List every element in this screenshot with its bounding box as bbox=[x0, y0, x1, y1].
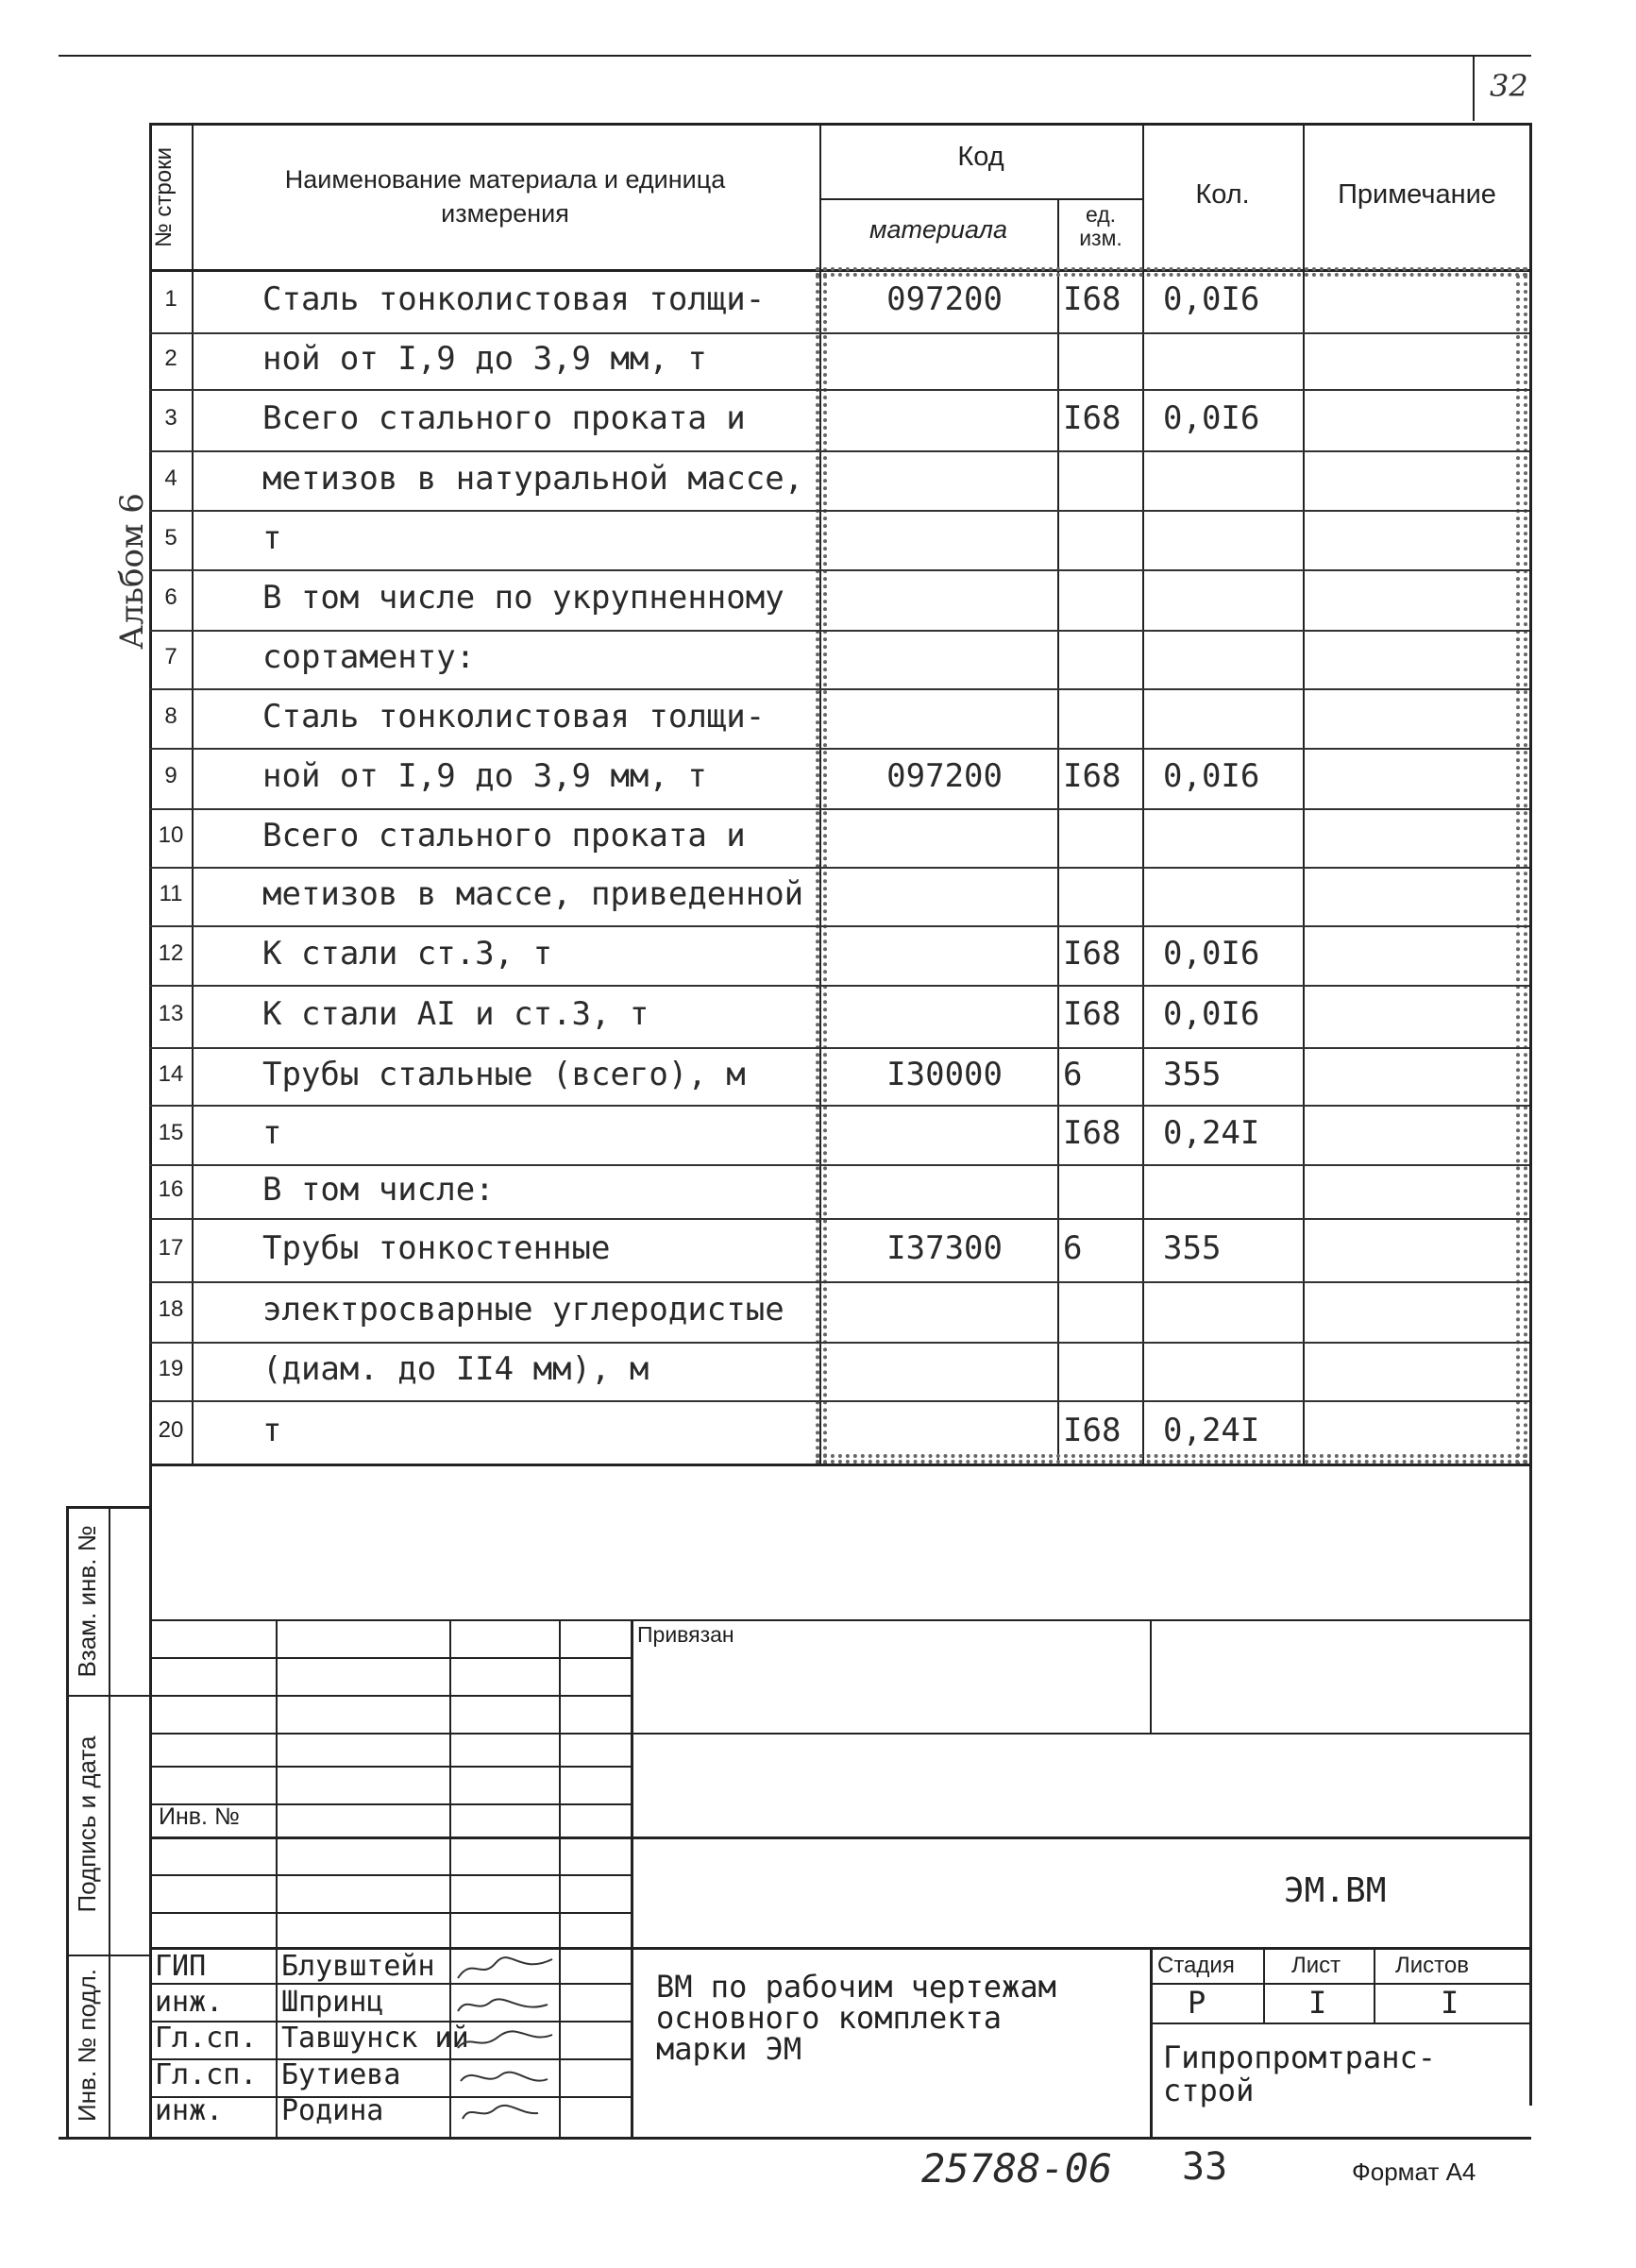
person-name: Блувштейн bbox=[281, 1950, 435, 1983]
row-code: I30000 bbox=[886, 1056, 1003, 1093]
row-qty: 0,0I6 bbox=[1163, 935, 1260, 973]
side-podpis-data: Подпись и дата bbox=[73, 1735, 101, 1913]
signature bbox=[453, 1952, 557, 1984]
signature bbox=[453, 2023, 557, 2056]
table-row bbox=[149, 332, 1531, 389]
row-number: 7 bbox=[164, 644, 177, 669]
row-name: В том числе: bbox=[262, 1171, 495, 1209]
row-unit: I68 bbox=[1063, 935, 1122, 973]
row-number: 5 bbox=[164, 525, 177, 550]
header-qty: Кол. bbox=[1195, 179, 1250, 210]
row-unit: I68 bbox=[1063, 757, 1122, 795]
row-qty: 0,24I bbox=[1163, 1114, 1260, 1152]
table-row bbox=[149, 1164, 1531, 1218]
row-unit: 6 bbox=[1063, 1056, 1083, 1093]
header-note: Примечание bbox=[1338, 179, 1496, 210]
person-role: ГИП bbox=[155, 1950, 207, 1983]
row-name: Всего стального проката и bbox=[262, 399, 746, 437]
side-vzam-inv: Взам. инв. № bbox=[73, 1525, 101, 1678]
stage-value: Р bbox=[1188, 1985, 1206, 2021]
row-number: 1 bbox=[164, 286, 177, 312]
doc-code: ЭМ.ВМ bbox=[1284, 1871, 1387, 1910]
row-unit: I68 bbox=[1063, 280, 1122, 318]
row-number: 10 bbox=[158, 822, 184, 848]
row-number: 17 bbox=[158, 1235, 184, 1261]
row-name: К стали АI и ст.3, т bbox=[262, 995, 649, 1033]
header-code-material: материала bbox=[869, 215, 1008, 244]
privyazan-label: Привязан bbox=[637, 1622, 734, 1647]
row-qty: 0,0I6 bbox=[1163, 399, 1260, 437]
sheet-value: I bbox=[1308, 1985, 1327, 2021]
table-row bbox=[149, 925, 1531, 985]
row-name: К стали ст.3, т bbox=[262, 935, 553, 973]
organization-line-2: строй bbox=[1163, 2073, 1255, 2108]
album-label: Альбом 6 bbox=[113, 493, 151, 650]
table-row bbox=[149, 688, 1531, 748]
person-name: Бутиева bbox=[281, 2058, 401, 2091]
row-code: 097200 bbox=[886, 757, 1003, 795]
row-qty: 355 bbox=[1163, 1229, 1222, 1267]
title-line-1: ВМ по рабочим чертежам bbox=[656, 1969, 1056, 2005]
row-name: Сталь тонколистовая толщи- bbox=[262, 280, 766, 318]
row-qty: 0,0I6 bbox=[1163, 757, 1260, 795]
table-row bbox=[149, 1047, 1531, 1105]
row-number: 8 bbox=[164, 703, 177, 729]
table-row bbox=[149, 867, 1531, 925]
page-number: 33 bbox=[1182, 2145, 1228, 2189]
person-role: инж. bbox=[155, 1986, 224, 2019]
row-unit: I68 bbox=[1063, 399, 1122, 437]
header-code: Код bbox=[957, 142, 1004, 172]
row-number: 15 bbox=[158, 1120, 184, 1145]
table-row bbox=[149, 630, 1531, 688]
row-unit: I68 bbox=[1063, 1412, 1122, 1449]
side-inv-podl: Инв. № подл. bbox=[73, 1969, 101, 2122]
table-row bbox=[149, 1105, 1531, 1164]
table-row bbox=[149, 450, 1531, 510]
row-name: т bbox=[262, 519, 282, 557]
row-number: 2 bbox=[164, 346, 177, 371]
row-unit: I68 bbox=[1063, 995, 1122, 1033]
row-name: т bbox=[262, 1114, 282, 1152]
table-row bbox=[149, 748, 1531, 808]
header-row-no: № строки bbox=[151, 147, 177, 248]
inv-no-label: Инв. № bbox=[159, 1803, 240, 1830]
row-number: 14 bbox=[158, 1061, 184, 1087]
table-row bbox=[149, 569, 1531, 630]
row-code: 097200 bbox=[886, 280, 1003, 318]
person-name: Тавшунск ий bbox=[281, 2022, 469, 2055]
sheets-label: Листов bbox=[1395, 1953, 1469, 1978]
stage-label: Стадия bbox=[1157, 1953, 1235, 1978]
row-name: ной от I,9 до 3,9 мм, т bbox=[262, 757, 707, 795]
row-name: электросварные углеродистые bbox=[262, 1291, 784, 1329]
row-qty: 0,24I bbox=[1163, 1412, 1260, 1449]
table-row bbox=[149, 985, 1531, 1047]
row-unit: 6 bbox=[1063, 1229, 1083, 1267]
sheet-label: Лист bbox=[1291, 1953, 1341, 1978]
row-unit: I68 bbox=[1063, 1114, 1122, 1152]
row-number: 13 bbox=[158, 1001, 184, 1026]
row-name: В том числе по укрупненному bbox=[262, 579, 784, 617]
signature bbox=[453, 2096, 557, 2128]
row-number: 6 bbox=[164, 584, 177, 610]
table-row bbox=[149, 269, 1531, 332]
row-name: метизов в массе, приведенной bbox=[262, 875, 804, 913]
header-code-unit: ед. изм. bbox=[1079, 202, 1122, 250]
row-name: метизов в натуральной массе, bbox=[262, 460, 804, 498]
row-name: Трубы стальные (всего), м bbox=[262, 1056, 746, 1093]
table-row bbox=[149, 389, 1531, 450]
header-name: Наименование материала и единица измерения bbox=[284, 165, 726, 228]
person-role: инж. bbox=[155, 2094, 224, 2127]
table-row bbox=[149, 1218, 1531, 1281]
row-number: 3 bbox=[164, 405, 177, 431]
table-row bbox=[149, 808, 1531, 867]
row-name: ной от I,9 до 3,9 мм, т bbox=[262, 340, 707, 378]
row-number: 18 bbox=[158, 1296, 184, 1322]
row-qty: 355 bbox=[1163, 1056, 1222, 1093]
row-number: 9 bbox=[164, 763, 177, 788]
person-role: Гл.сп. bbox=[155, 2058, 258, 2091]
row-number: 11 bbox=[159, 881, 183, 906]
person-role: Гл.сп. bbox=[155, 2022, 258, 2055]
row-number: 12 bbox=[158, 940, 184, 966]
page-number-handwritten: 32 bbox=[1490, 68, 1528, 104]
row-number: 19 bbox=[158, 1356, 184, 1381]
row-name: сортаменту: bbox=[262, 638, 476, 676]
row-code: I37300 bbox=[886, 1229, 1003, 1267]
format-label: Формат А4 bbox=[1352, 2158, 1476, 2186]
table-row bbox=[149, 1342, 1531, 1400]
row-number: 20 bbox=[158, 1417, 184, 1443]
row-name: Сталь тонколистовая толщи- bbox=[262, 698, 766, 736]
row-name: Всего стального проката и bbox=[262, 817, 746, 855]
title-line-3: марки ЭМ bbox=[656, 2031, 802, 2067]
signature bbox=[453, 2060, 557, 2092]
organization-line-1: Гипропромтранс- bbox=[1163, 2040, 1436, 2075]
row-number: 16 bbox=[158, 1176, 184, 1202]
doc-number: 25788-06 bbox=[921, 2145, 1113, 2192]
row-number: 4 bbox=[164, 465, 177, 491]
row-name: Трубы тонкостенные bbox=[262, 1229, 611, 1267]
person-name: Родина bbox=[281, 2094, 384, 2127]
sheets-value: I bbox=[1441, 1985, 1459, 2021]
person-name: Шпринц bbox=[281, 1986, 384, 2019]
title-line-2: основного комплекта bbox=[656, 2000, 1003, 2036]
row-qty: 0,0I6 bbox=[1163, 280, 1260, 318]
row-name: (диам. до II4 мм), м bbox=[262, 1350, 649, 1388]
table-row bbox=[149, 1281, 1531, 1342]
table-row bbox=[149, 1400, 1531, 1464]
table-row bbox=[149, 510, 1531, 569]
signature bbox=[453, 1988, 557, 2020]
row-name: т bbox=[262, 1412, 282, 1449]
row-qty: 0,0I6 bbox=[1163, 995, 1260, 1033]
